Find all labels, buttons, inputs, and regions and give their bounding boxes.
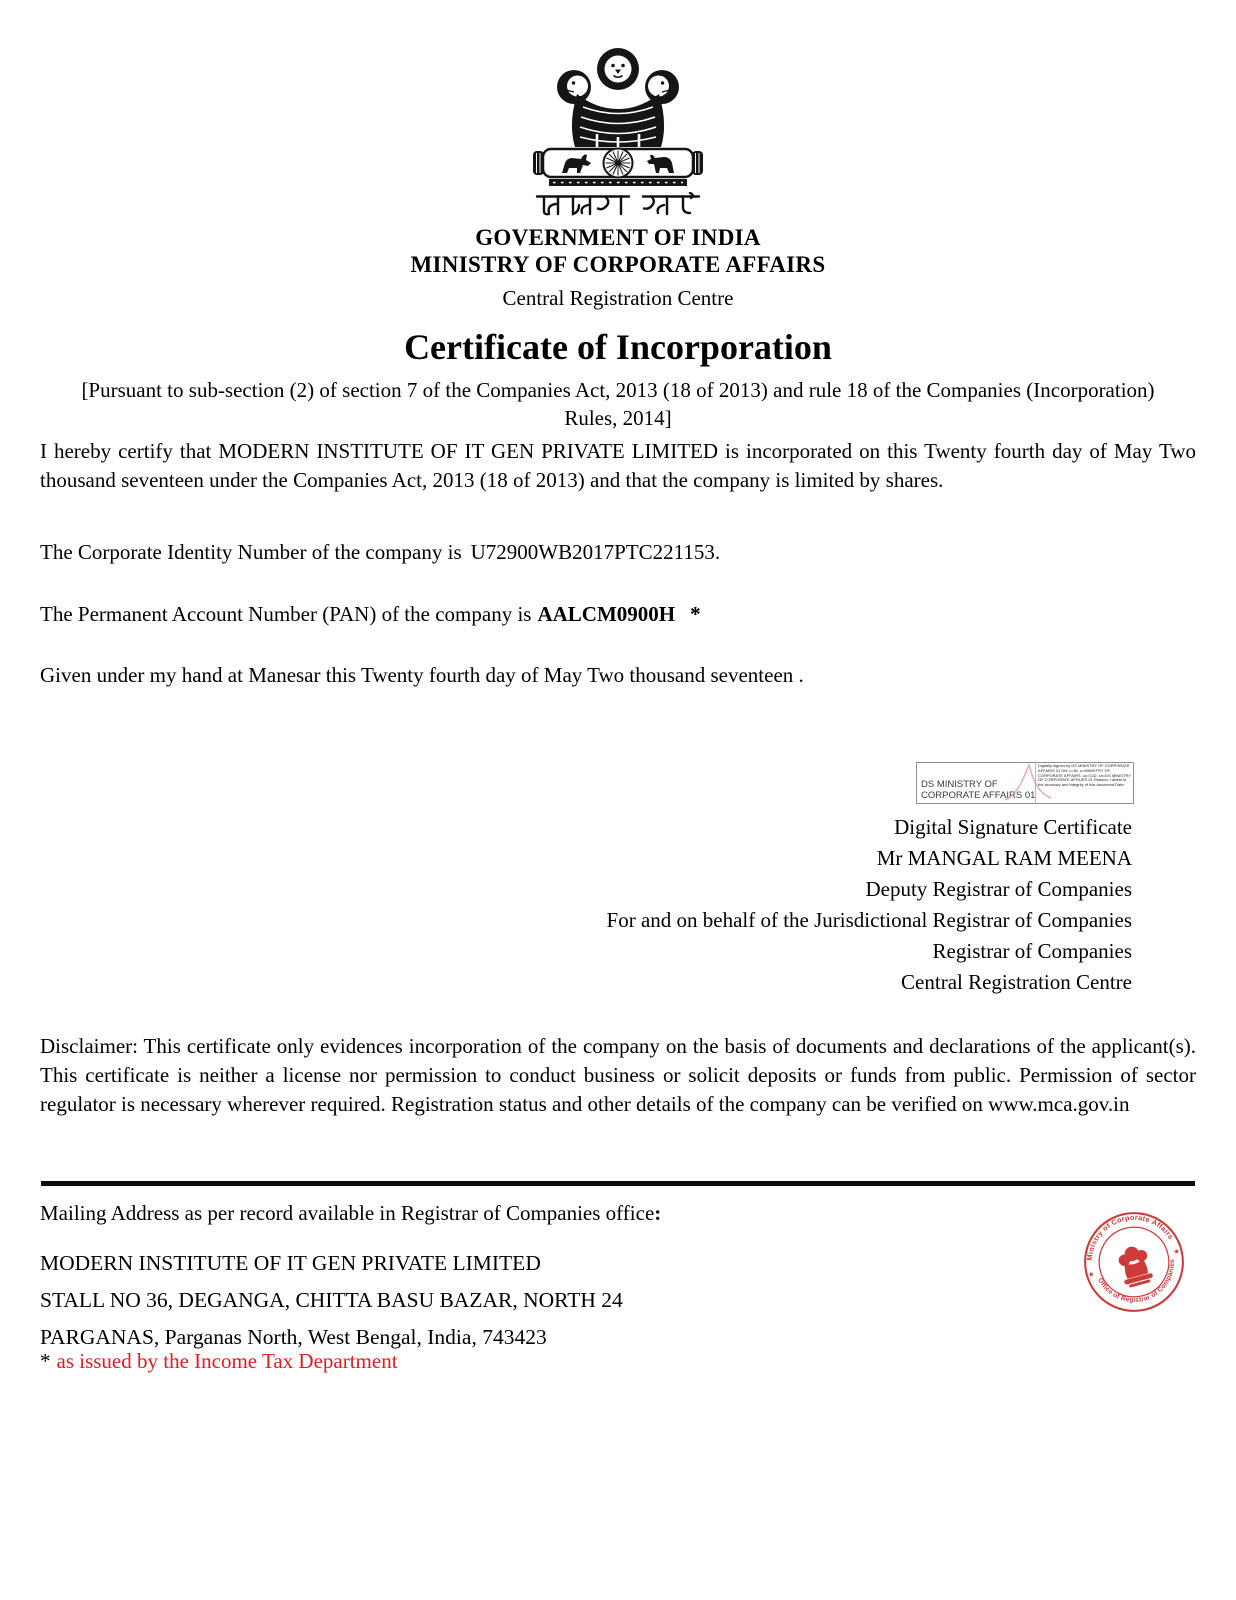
pan-footnote-marker: * <box>690 602 701 626</box>
footnote-marker: * <box>40 1349 51 1373</box>
issue-line: Given under my hand at Manesar this Twenty fourth day of May Two thousand seventeen . <box>40 663 804 687</box>
disclaimer-paragraph: Disclaimer: This certificate only evidences incorporation of the company on the basis of documents and declarations of the applicant(s). This certificate is neither a license nor permission to conduct business or solicit deposits or funds from public. Permission of sector regulator is necessary wherever required. Registration status and other details of the company can be verified on www.mca.gov.in <box>40 1034 1196 1116</box>
pan-value: AALCM0900H <box>537 602 676 626</box>
signature-line-centre: Central Registration Centre <box>901 970 1132 994</box>
motto-satyameva-jayate <box>533 192 703 218</box>
mailing-company: MODERN INSTITUTE OF IT GEN PRIVATE LIMITED <box>40 1250 541 1275</box>
mailing-address-line-1: STALL NO 36, DEGANGA, CHITTA BASU BAZAR, NORTH 24 <box>40 1287 623 1312</box>
ministry-line: MINISTRY OF CORPORATE AFFAIRS <box>410 252 826 277</box>
signature-line-certificate: Digital Signature Certificate <box>894 815 1132 839</box>
mailing-heading-colon: : <box>654 1200 662 1225</box>
ds-fine-print: Digitally signed by DS MINISTRY OF CORPORATE AFFAIRS 01 DN: c=IN, o=MINISTRY OF CORPORATE AFFAIRS, ou=CID, cn=DS MINISTRY OF CORPORATE AFFAIRS 01 Reason: I attest to the accuracy and integrity of this document Date: <box>1035 763 1133 803</box>
signature-line-designation: Deputy Registrar of Companies <box>865 877 1132 901</box>
footnote <box>40 1348 398 1374</box>
government-line: GOVERNMENT OF INDIA <box>475 225 761 250</box>
certify-paragraph: I hereby certify that MODERN INSTITUTE OF IT GEN PRIVATE LIMITED is incorporated on this Twenty fourth day of May Two thousand seventeen under the Companies Act, 2013 (18 of 2013) and that the company is limited by shares. <box>40 439 1196 492</box>
header <box>40 0 1196 310</box>
signature-line-registrar: Registrar of Companies <box>932 939 1132 963</box>
cin-line <box>40 538 1196 567</box>
seal-emblem-icon <box>1116 1243 1154 1289</box>
signature-line-name: Mr MANGAL RAM MEENA <box>876 846 1132 870</box>
seal-star-left: ★ <box>1087 1269 1096 1280</box>
footnote-text: as issued by the Income Tax Department <box>56 1349 398 1373</box>
centre-line: Central Registration Centre <box>502 286 734 310</box>
ashoka-emblem-icon <box>513 42 723 192</box>
pursuant-text: [Pursuant to sub-section (2) of section 7 of the Companies Act, 2013 (18 of 2013) and rule 18 of the Companies (Incorporation) Rules, 2014] <box>81 378 1155 430</box>
signature-block <box>40 812 1196 997</box>
registrar-seal-icon <box>1082 1210 1186 1314</box>
seal-top-text: Ministry of Corporate Affairs <box>1084 1212 1176 1261</box>
digital-signature-stamp <box>916 762 1134 804</box>
section-divider <box>41 1181 1195 1186</box>
ds-signatory-name <box>917 763 1035 803</box>
mailing-heading <box>40 1200 1196 1226</box>
pan-label: The Permanent Account Number (PAN) of the company is <box>40 602 532 626</box>
cin-label: The Corporate Identity Number of the company is <box>40 540 462 564</box>
signature-line-on-behalf: For and on behalf of the Jurisdictional Registrar of Companies <box>606 908 1132 932</box>
cin-suffix: . <box>714 540 721 564</box>
ds-name-line-1: DS MINISTRY OF <box>921 779 998 790</box>
mailing-heading-text: Mailing Address as per record available in Registrar of Companies office <box>40 1200 655 1225</box>
page-title: Certificate of Incorporation <box>404 327 832 367</box>
ds-name-line-2: CORPORATE AFFAIRS 01 <box>921 790 1036 801</box>
seal-star-right: ★ <box>1172 1247 1181 1257</box>
seal-bottom-text: Office of Registrar of Companies <box>1096 1258 1177 1305</box>
cin-value: U72900WB2017PTC221153 <box>470 540 715 564</box>
mailing-address-line-2: PARGANAS, Parganas North, West Bengal, India, 743423 <box>40 1324 547 1349</box>
pan-line <box>40 600 1196 629</box>
